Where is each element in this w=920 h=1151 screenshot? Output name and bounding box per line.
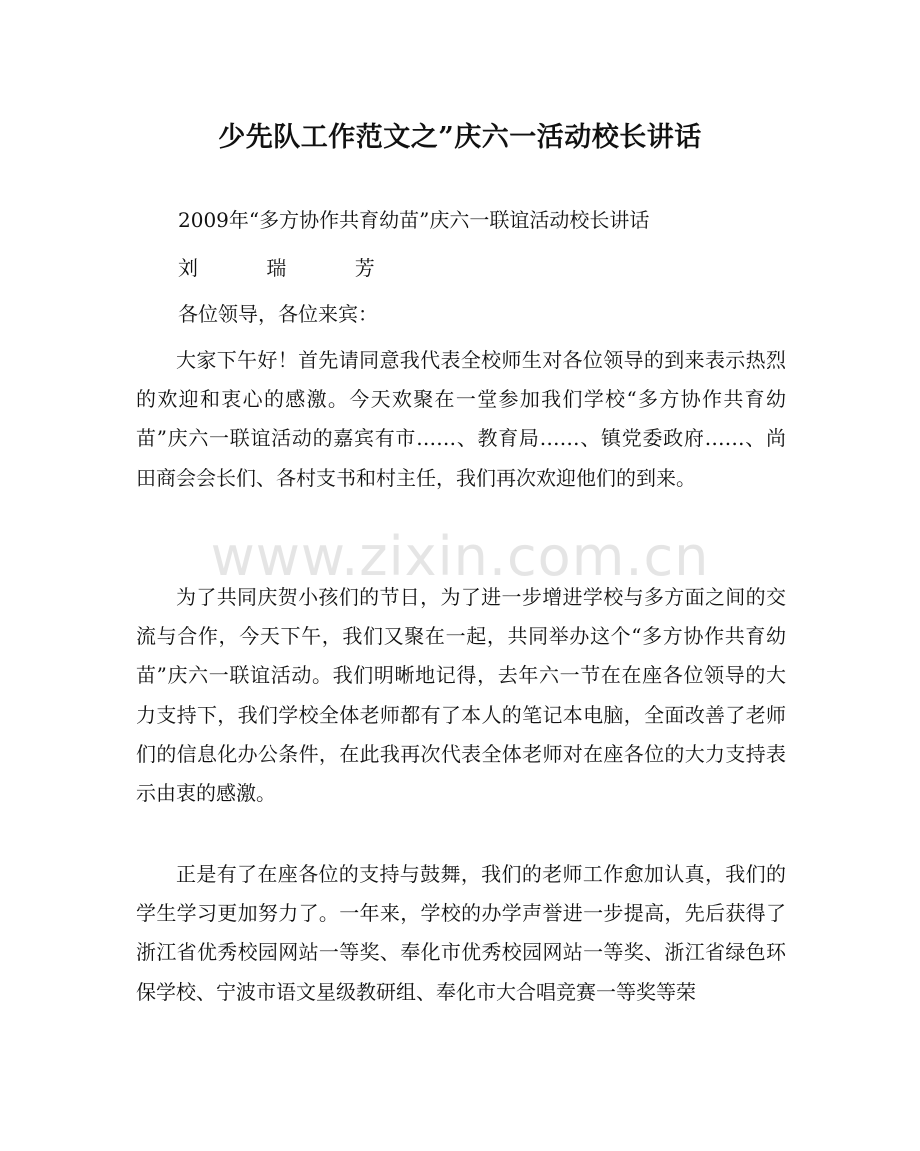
document-title: 少先队工作范文之”庆六一活动校长讲话 [218,122,702,153]
watermark-text: www.zixin.com.cn [210,525,710,588]
salutation: 各位领导，各位来宾： [178,302,378,326]
author-name: 刘 瑞 芳 [178,256,397,280]
paragraph-1: 大家下午好！首先请同意我代表全校师生对各位领导的到来表示热烈的欢迎和衷心的感激。今天欢聚在一堂参加我们学校“多方协作共育幼苗”庆六一联谊活动的嘉宾有市……、教育局……、镇党委政府……、尚田商会会长们、各村支书和村主任，我们再次欢迎他们的到来。 [136,348,786,490]
paragraph-3: 正是有了在座各位的支持与鼓舞，我们的老师工作愈加认真，我们的学生学习更加努力了。一年来，学校的办学声誉进一步提高，先后获得了浙江省优秀校园网站一等奖、奉化市优秀校园网站一等奖、浙江省绿色环保学校、宁波市语文星级教研组、奉化市大合唱竞赛一等奖等荣 [136,862,786,1004]
paragraph-2: 为了共同庆贺小孩们的节日，为了进一步增进学校与多方面之间的交流与合作，今天下午，我们又聚在一起，共同举办这个“多方协作共育幼苗”庆六一联谊活动。我们明晰地记得，去年六一节在在座各位领导的大力支持下，我们学校全体老师都有了本人的笔记本电脑，全面改善了老师们的信息化办公条件，在此我再次代表全体老师对在座各位的大力支持表示由衷的感激。 [136,585,786,806]
document-subtitle: 2009年“多方协作共育幼苗”庆六一联谊活动校长讲话 [178,208,650,232]
